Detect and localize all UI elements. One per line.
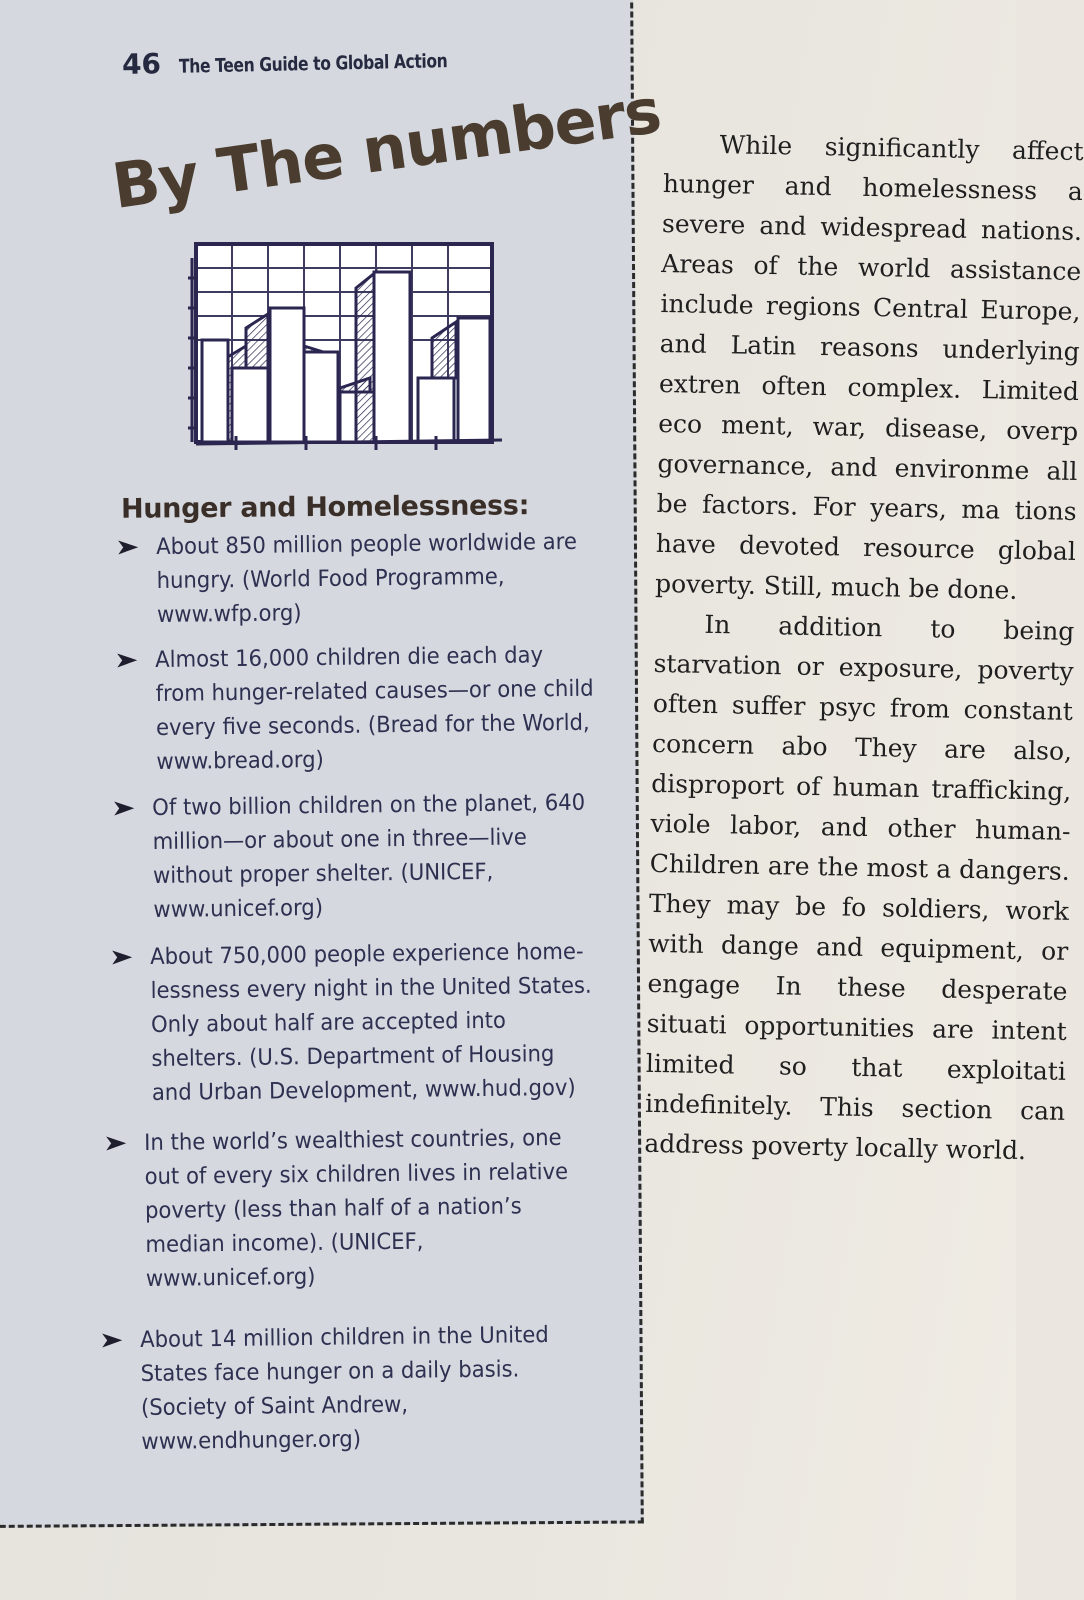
page-number: 46 [121, 47, 162, 81]
list-item [155, 637, 637, 779]
sidebar-headline: By The numbers [107, 73, 665, 224]
arrow-bullet-icon [112, 950, 132, 964]
fact-text: About 750,000 people experience home-lessness every night in the United States. Only about half are accepted into shelters. (U.S. Department of Housing and Urban Development, www.hud.gov) [150, 938, 592, 1106]
fact-text: In the world’s wealthiest countries, one out of every six children lives in relative poverty (less than half of a nation’s median income). (UNICEF, www.unicef.org) [144, 1124, 569, 1292]
arrow-bullet-icon [102, 1333, 122, 1347]
fact-text: Almost 16,000 children die each day from hunger-related causes—or one child every five seconds. (Bread for the World, www.bread.org) [155, 642, 594, 775]
fact-text: Of two billion children on the planet, 640 million—or about one in three—live without proper shelter. (UNICEF, www.unicef.org) [152, 789, 586, 923]
body-paragraph: While significantly affect hunger and homelessness a severe and widespread nations. Areas of the world assistance include regions Central Europe, and Latin reasons underlying extren often complex. Limited eco ment, war, disease, overp governance, and environme all be factors. For years, ma tions have devoted resource global poverty. Still, much be done. [654, 130, 1084, 605]
running-title: The Teen Guide to Global Action [178, 50, 448, 78]
list-item [152, 785, 634, 927]
arrow-bullet-icon [118, 540, 138, 554]
list-item [144, 1120, 626, 1296]
section-heading: Hunger and Homelessness: [120, 490, 530, 525]
fact-text: About 850 million people worldwide are hungry. (World Food Programme, www.wfp.org) [156, 528, 578, 628]
arrow-bullet-icon [117, 653, 137, 667]
fact-text: About 14 million children in the United States face hunger on a daily basis. (Society of Saint Andrew, www.endhunger.org) [140, 1322, 549, 1455]
body-text [644, 124, 1084, 1172]
list-item [156, 524, 637, 632]
body-paragraph: In addition to being starvation or exposure, poverty often suffer psyc from constant concern abo They are also, disproport of human trafficking, viole labor, and other human- Children are the most a dangers. They may be fo soldiers, work with dange and equipment, or engage In these desperate situati opportunities are intent limited so that exploitati indefinitely. This section can address poverty locally world. [644, 609, 1075, 1166]
arrow-bullet-icon [106, 1136, 126, 1150]
main-column [640, 0, 1084, 1600]
hand-drawn-bar-chart-icon [186, 228, 510, 458]
arrow-bullet-icon [114, 801, 134, 815]
list-item [150, 934, 632, 1110]
list-item [140, 1317, 622, 1459]
